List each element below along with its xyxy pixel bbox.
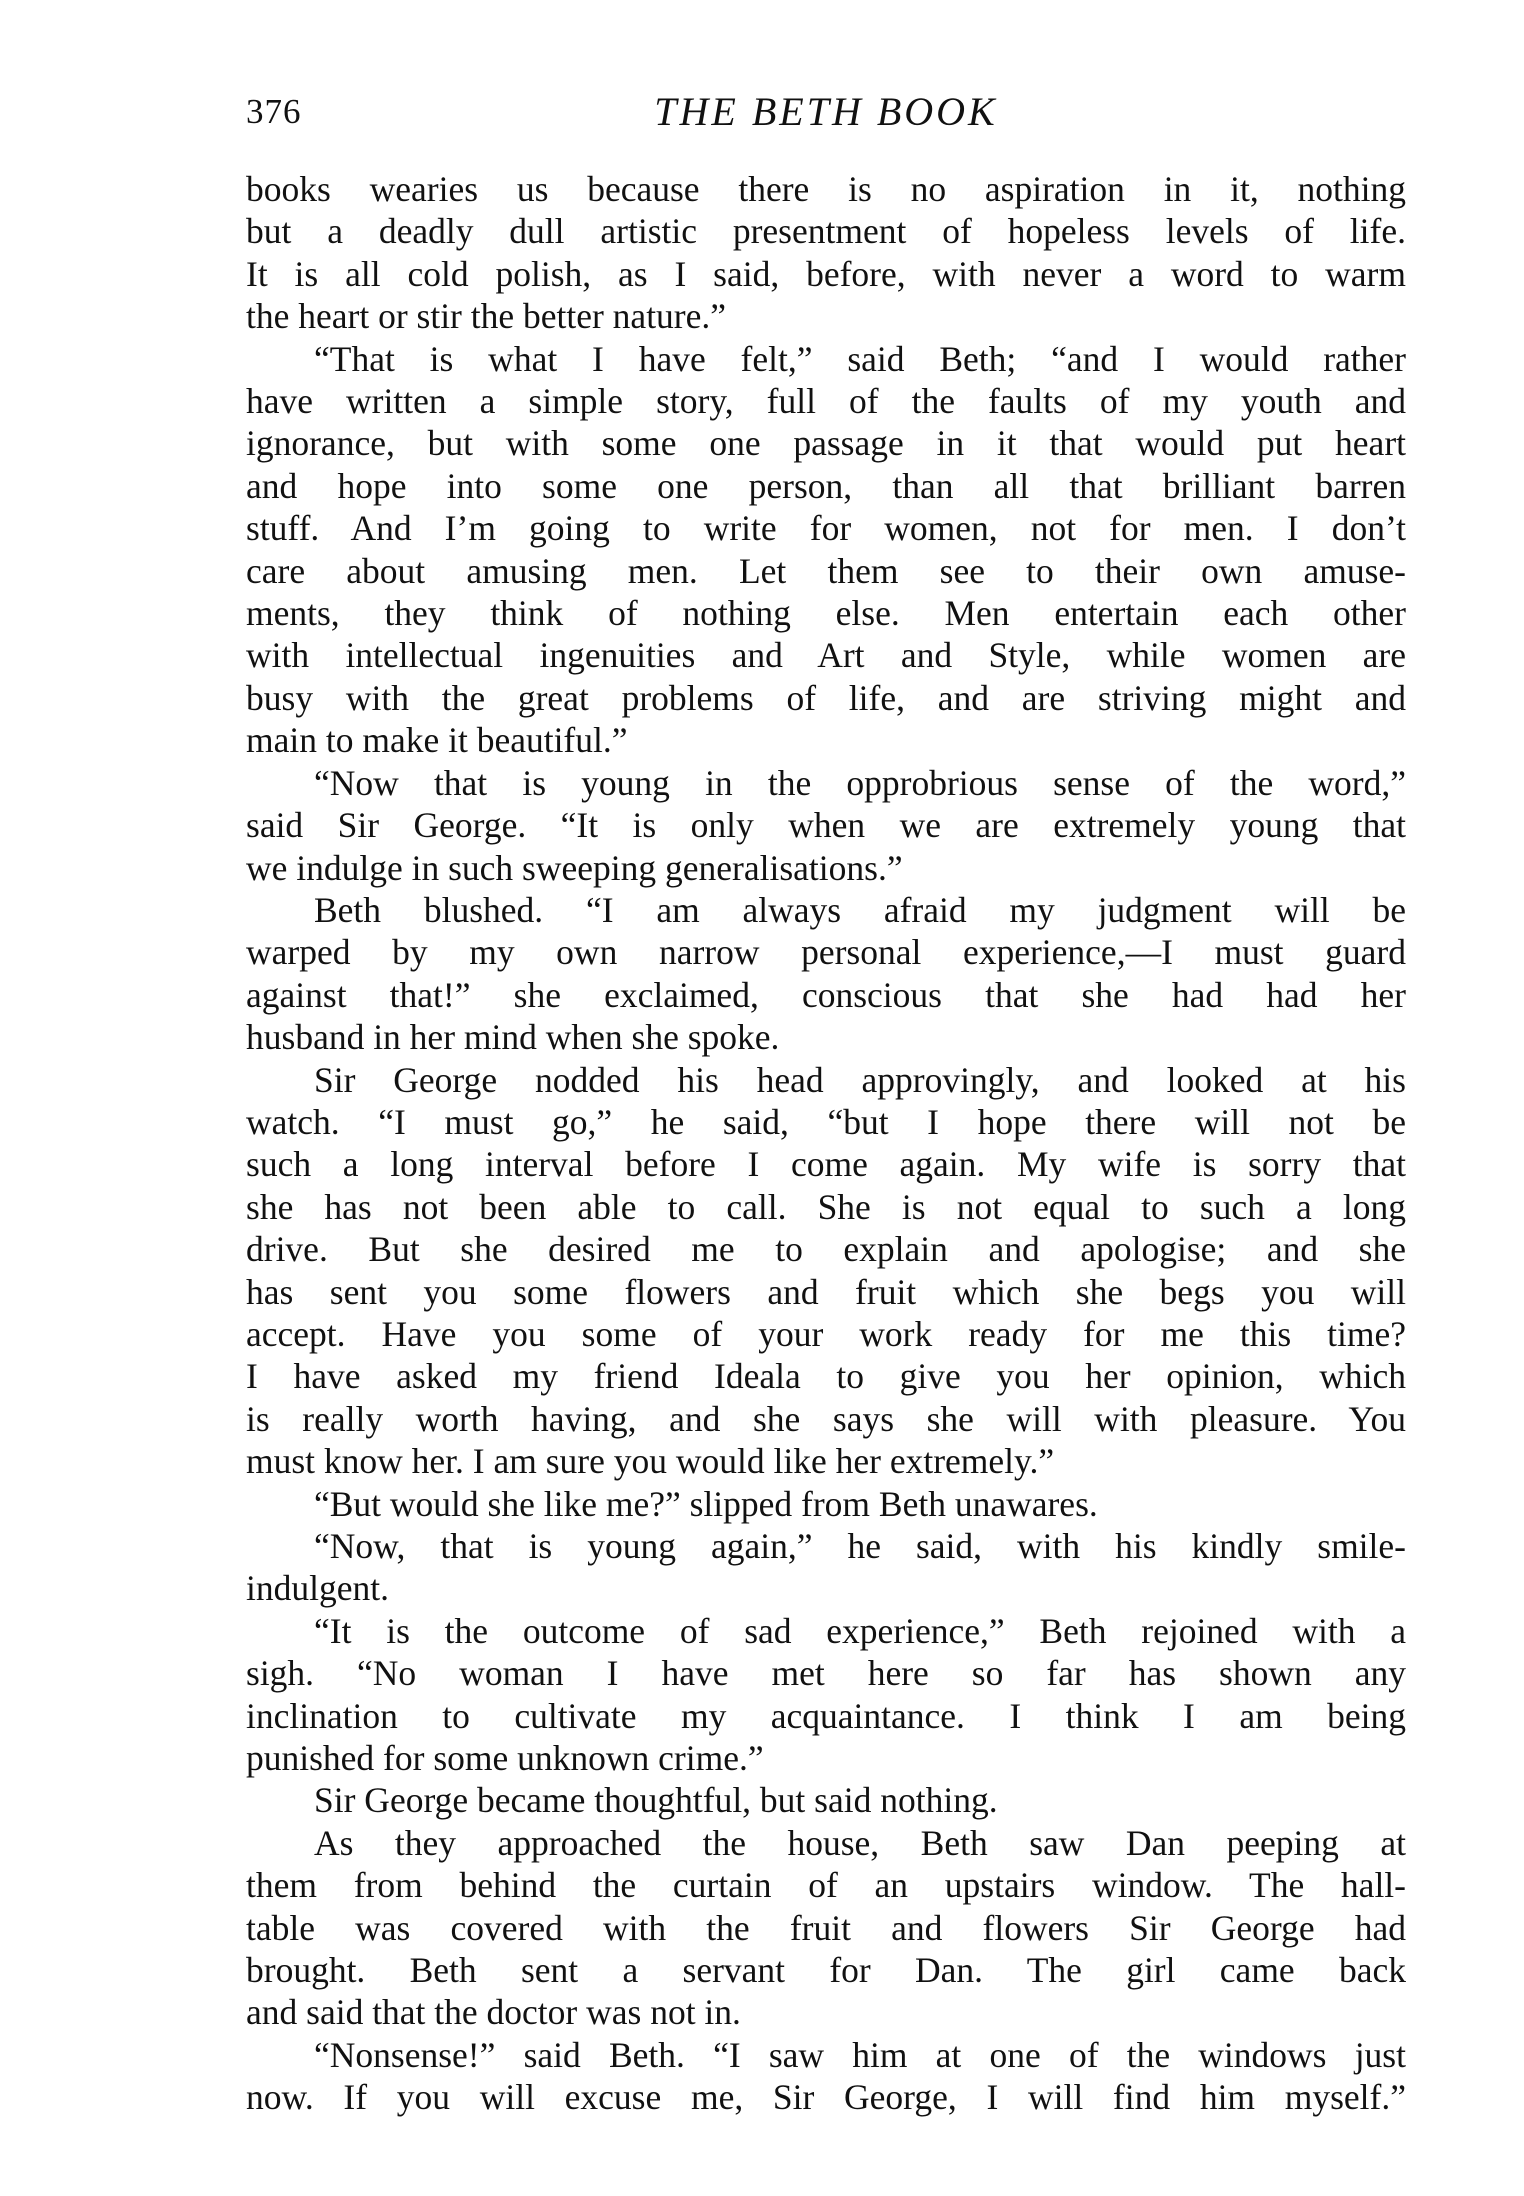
text-line: “Now, that is young again,” he said, with his kindly smile- [314, 1526, 1406, 1566]
text-line: against that!” she exclaimed, conscious that she had had her [246, 974, 1406, 1015]
book-page [246, 88, 1406, 2119]
text-line: she has not been able to call. She is not equal to such a long [246, 1186, 1406, 1227]
text-line: with intellectual ingenuities and Art and Style, while women are [246, 635, 1406, 676]
text-line: the heart or stir the better nature.” [246, 296, 727, 337]
page-header [246, 88, 1406, 150]
text-line: books wearies us because there is no aspiration in it, nothing [246, 169, 1406, 209]
text-line: main to make it beautiful.” [246, 720, 628, 761]
text-line: must know her. I am sure you would like her extremely.” [246, 1441, 1055, 1482]
text-line: watch. “I must go,” he said, “but I hope there will not be [246, 1101, 1406, 1142]
text-line: inclination to cultivate my acquaintance. I think I am being [246, 1695, 1406, 1736]
running-title: THE BETH BOOK [654, 89, 998, 134]
text-line: “Nonsense!” said Beth. “I saw him at one of the windows just [314, 2034, 1406, 2075]
text-line: have written a simple story, full of the faults of my youth and [246, 381, 1406, 422]
text-line: stuff. And I’m going to write for women, not for men. I don’t [246, 508, 1406, 549]
text-line: busy with the great problems of life, and are striving might and [246, 677, 1406, 718]
text-line: “It is the outcome of sad experience,” Beth rejoined with a [314, 1610, 1406, 1651]
text-line: table was covered with the fruit and flowers Sir George had [246, 1907, 1406, 1948]
text-line: brought. Beth sent a servant for Dan. The girl came back [246, 1950, 1406, 1991]
text-line: I have asked my friend Ideala to give you her opinion, which [246, 1356, 1406, 1397]
text-line: indulgent. [246, 1568, 389, 1609]
text-line: It is all cold polish, as I said, before, with never a word to warm [246, 253, 1406, 294]
text-line: ments, they think of nothing else. Men entertain each other [246, 593, 1406, 634]
text-line: Sir George nodded his head approvingly, and looked at his [314, 1059, 1406, 1100]
text-line: “That is what I have felt,” said Beth; “and I would rather [314, 338, 1406, 379]
text-line: is really worth having, and she says she will with pleasure. You [246, 1398, 1406, 1439]
text-line: and said that the doctor was not in. [246, 1992, 741, 2033]
text-line: now. If you will excuse me, Sir George, I will find him myself.” [246, 2077, 1406, 2118]
text-line: sigh. “No woman I have met here so far has shown any [246, 1653, 1406, 1694]
text-line: drive. But she desired me to explain and apologise; and she [246, 1229, 1406, 1270]
text-line: ignorance, but with some one passage in it that would put heart [246, 423, 1406, 464]
text-line: them from behind the curtain of an upstairs window. The hall- [246, 1865, 1406, 1906]
text-line: accept. Have you some of your work ready for me this time? [246, 1313, 1406, 1354]
text-line: has sent you some flowers and fruit which she begs you will [246, 1271, 1406, 1312]
text-line: “But would she like me?” slipped from Beth unawares. [314, 1483, 1098, 1524]
text-line: husband in her mind when she spoke. [246, 1017, 780, 1058]
text-line: but a deadly dull artistic presentment of hopeless levels of life. [246, 211, 1406, 252]
text-line: said Sir George. “It is only when we are extremely young that [246, 805, 1406, 846]
text-line: warped by my own narrow personal experience,—I must guard [246, 932, 1406, 973]
body-text [246, 168, 1406, 2119]
page-number: 376 [246, 92, 302, 131]
text-line: “Now that is young in the opprobrious sense of the word,” [314, 762, 1406, 803]
text-line: Beth blushed. “I am always afraid my judgment will be [314, 889, 1406, 930]
text-line: As they approached the house, Beth saw Dan peeping at [314, 1822, 1406, 1863]
text-line: Sir George became thoughtful, but said nothing. [314, 1780, 998, 1821]
text-line: such a long interval before I come again. My wife is sorry that [246, 1144, 1406, 1185]
text-line: punished for some unknown crime.” [246, 1738, 764, 1779]
text-line: and hope into some one person, than all that brilliant barren [246, 465, 1406, 506]
text-line: we indulge in such sweeping generalisations.” [246, 847, 903, 888]
text-line: care about amusing men. Let them see to their own amuse- [246, 550, 1406, 591]
